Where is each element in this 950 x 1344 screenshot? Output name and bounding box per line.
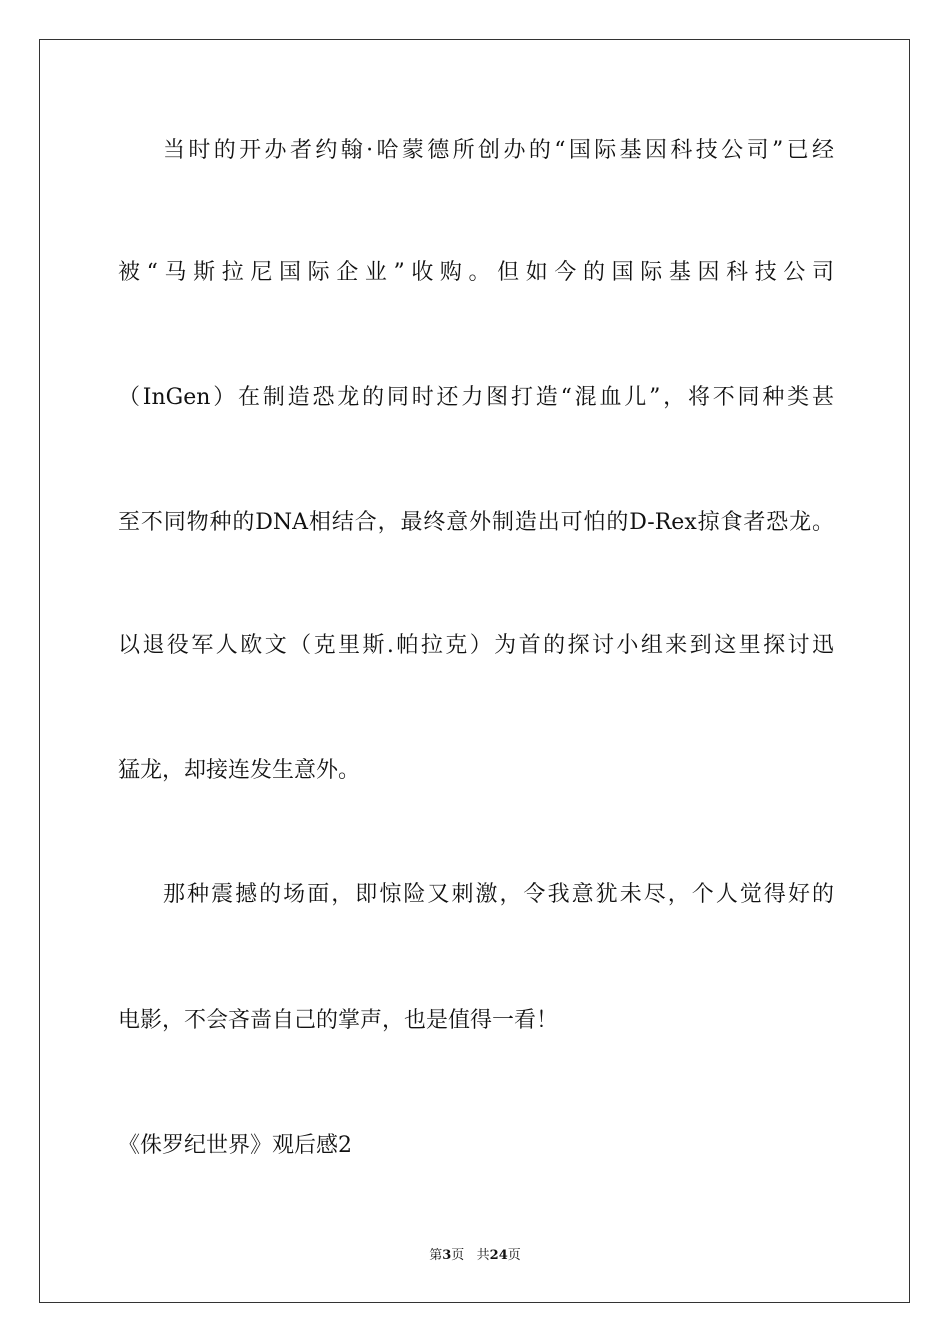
page-border [39, 39, 910, 1303]
paragraph-line-4: 至不同物种的DNA相结合，最终意外制造出可怕的D-Rex掠食者恐龙。 [118, 510, 834, 535]
footer-current-page: 3 [442, 1248, 452, 1263]
paragraph-line-7: 那种震撼的场面，即惊险又刺激，令我意犹未尽，个人觉得好的 [163, 882, 834, 907]
paragraph-line-8: 电影，不会吝啬自己的掌声，也是值得一看！ [118, 1008, 559, 1033]
footer-suffix: 页 [507, 1248, 521, 1263]
footer-prefix: 第 [429, 1248, 443, 1263]
footer-middle: 页 共 [451, 1248, 490, 1263]
paragraph-line-2: 被“马斯拉尼国际企业”收购。但如今的国际基因科技公司 [118, 260, 834, 285]
section-heading: 《侏罗纪世界》观后感2 [118, 1133, 352, 1158]
footer-total-pages: 24 [489, 1248, 508, 1263]
paragraph-line-3: （InGen）在制造恐龙的同时还力图打造“混血儿”，将不同种类甚 [118, 385, 834, 410]
paragraph-line-1: 当时的开办者约翰·哈蒙德所创办的“国际基因科技公司”已经 [163, 138, 834, 163]
page-footer [0, 1247, 950, 1265]
paragraph-line-5: 以退役军人欧文（克里斯.帕拉克）为首的探讨小组来到这里探讨迅 [118, 633, 834, 658]
paragraph-line-6: 猛龙，却接连发生意外。 [118, 758, 361, 783]
